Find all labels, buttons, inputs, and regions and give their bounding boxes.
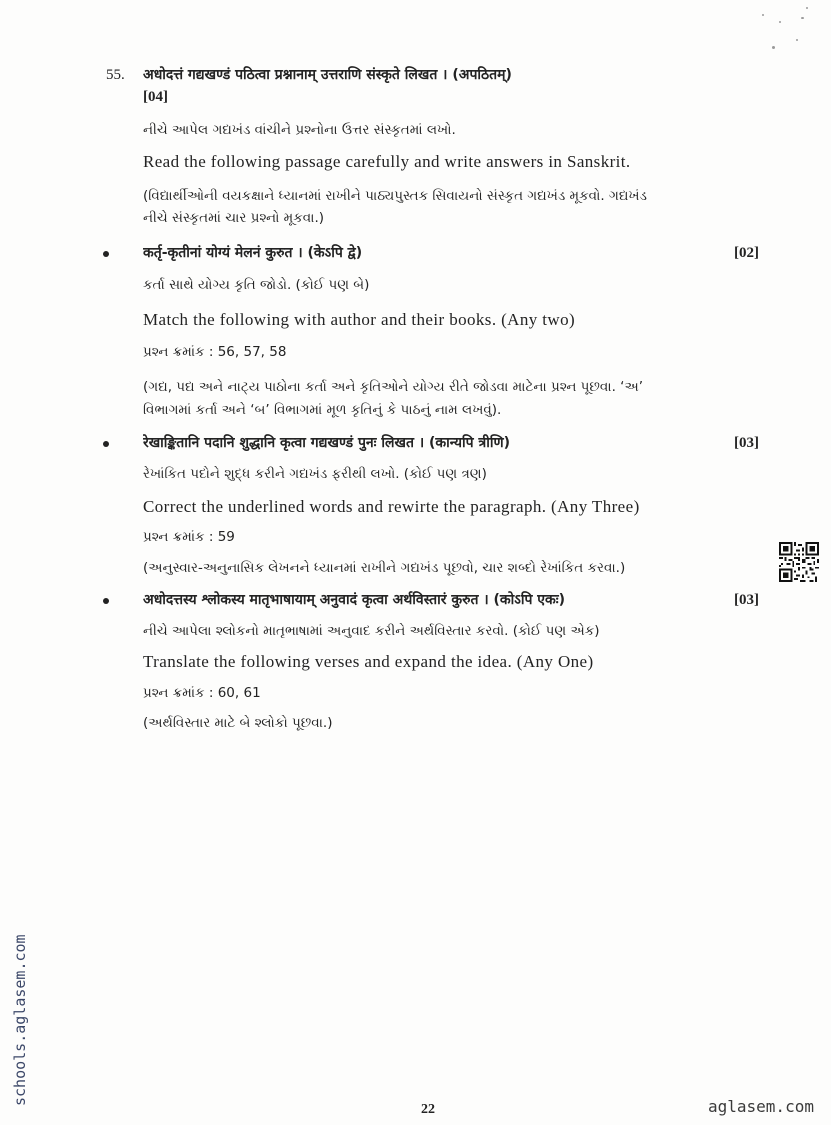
item-1-heading: कर्तृ-कृतीनां योग्यं मेलनं कुरुत । (केऽपि द्वे) xyxy=(143,245,363,261)
q55-note-line-2: નીચે સંસ્કૃતમાં ચાર પ્રશ્નો મૂકવા.) xyxy=(143,210,325,226)
corner-watermark: aglasem.com xyxy=(708,1097,814,1116)
item-1-question-numbers: પ્રશ્ન ક્રમાંક : 56, 57, 58 xyxy=(143,344,287,360)
item-1-marks: [02] xyxy=(734,245,759,261)
scan-speck xyxy=(801,17,804,19)
bullet-icon xyxy=(103,598,109,604)
qr-code-icon xyxy=(779,542,819,582)
item-2-heading: रेखाङ्कितानि पदानि शुद्धानि कृत्वा गद्यखण्डं पुनः लिखत । (कान्यपि त्रीणि) xyxy=(143,435,510,451)
question-number-55: 55. xyxy=(106,67,125,83)
side-watermark: schools.aglasem.com xyxy=(11,934,29,1106)
item-1-english: Match the following with author and their books. (Any two) xyxy=(143,310,576,329)
item-2-note-line-1: (અનુસ્વાર-અનુનાસિક લેખનને ધ્યાનમાં રાખીને ગદ્યખંડ પૂછવો, ચાર શબ્દો રેખાંકિત કરવા.) xyxy=(143,560,626,576)
page-number: 22 xyxy=(421,1102,435,1117)
scan-speck xyxy=(762,14,764,16)
scan-speck xyxy=(806,7,808,9)
q55-marks: [04] xyxy=(143,89,168,105)
item-1-note-line-2: વિભાગમાં કર્તા અને ‘બ’ વિભાગમાં મૂળ કૃતિનું કે પાઠનું નામ લખવું). xyxy=(143,402,502,418)
item-3-heading: अधोदत्तस्य श्लोकस्य मातृभाषायाम् अनुवादं कृत्वा अर्थविस्तारं कुरुत । (कोऽपि एकः) xyxy=(143,592,565,608)
item-3-marks: [03] xyxy=(734,592,759,608)
bullet-icon xyxy=(103,251,109,257)
scan-speck xyxy=(772,46,775,49)
scan-speck xyxy=(796,39,798,41)
item-3-english: Translate the following verses and expand the idea. (Any One) xyxy=(143,652,594,671)
item-3-gujarati: નીચે આપેલા શ્લોકનો માતૃભાષામાં અનુવાદ કરીને અર્થવિસ્તાર કરવો. (કોઈ પણ એક) xyxy=(143,623,600,639)
q55-gujarati: નીચે આપેલ ગદ્યખંડ વાંચીને પ્રશ્નોના ઉત્તર સંસ્કૃતમાં લખો. xyxy=(143,122,456,138)
item-3-question-numbers: પ્રશ્ન ક્રમાંક : 60, 61 xyxy=(143,685,261,701)
item-1-gujarati: કર્તા સાથે યોગ્ય કૃતિ જોડો. (કોઈ પણ બે) xyxy=(143,277,370,293)
scan-speck xyxy=(779,21,781,23)
item-2-question-numbers: પ્રશ્ન ક્રમાંક : 59 xyxy=(143,529,235,545)
item-3-note-line-1: (અર્થવિસ્તાર માટે બે શ્લોકો પૂછવા.) xyxy=(143,715,333,731)
item-2-marks: [03] xyxy=(734,435,759,451)
q55-note-line-1: (વિદ્યાર્થીઓની વયકક્ષાને ધ્યાનમાં રાખીને પાઠ્યપુસ્તક સિવાયનો સંસ્કૃત ગદ્યખંડ મૂકવો. ગદ્યખંડ xyxy=(143,188,647,204)
bullet-icon xyxy=(103,441,109,447)
item-2-gujarati: રેખાંકિત પદોને શુદ્ધ કરીને ગદ્યખંડ ફરીથી લખો. (કોઈ પણ ત્રણ) xyxy=(143,466,487,482)
q55-heading: अधोदत्तं गद्यखण्डं पठित्वा प्रश्नानाम् उत्तराणि संस्कृते लिखत । (अपठितम्) xyxy=(143,67,512,83)
q55-english: Read the following passage carefully and write answers in Sanskrit. xyxy=(143,152,631,171)
item-1-note-line-1: (ગદ્ય, પદ્ય અને નાટ્ય પાઠોના કર્તા અને કૃતિઓને યોગ્ય રીતે જોડવા માટેના પ્રશ્ન પૂછવા. ‘અ’ xyxy=(143,379,643,395)
item-2-english: Correct the underlined words and rewirte the paragraph. (Any Three) xyxy=(143,497,640,516)
